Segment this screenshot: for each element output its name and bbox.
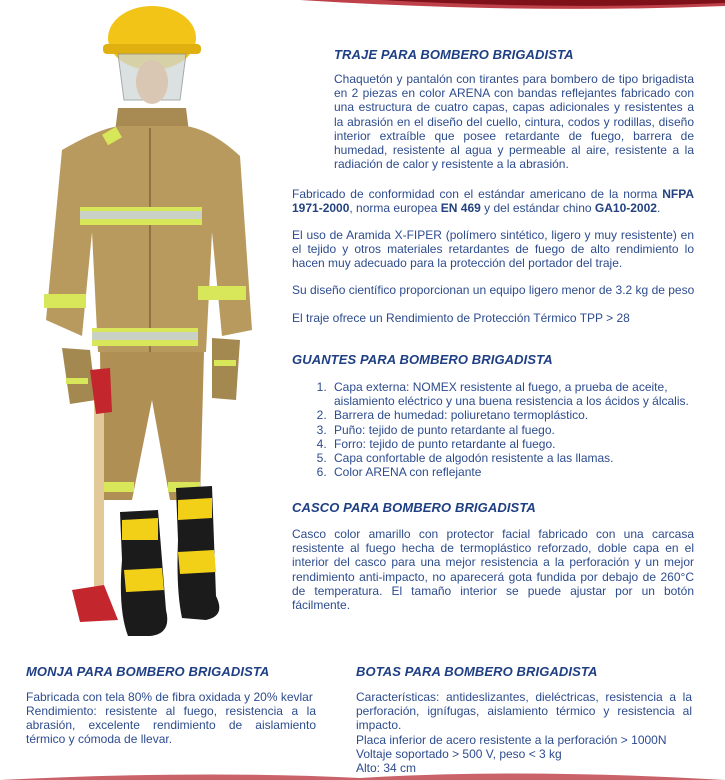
casco-description: Casco color amarillo con protector facial fabricado con una carcasa resistente al fuego hecha de termoplástico reforzado, doble capa en el interior del casco para una mejor resistencia a la perforación y un mejor rendimiento anti-impacto, no aparecerá gota fundida por debajo de 260°C de temperatura. El tamaño interior se puede ajustar por un botón fácilmente. [292,527,694,613]
list-item: 1. Capa externa: NOMEX resistente al fuego, a prueba de aceite, aislamiento eléctrico y una buena resistencia a los ácidos y álcalis. [330,380,725,408]
traje-title: TRAJE PARA BOMBERO BRIGADISTA [334,47,574,62]
traje-description: Chaquetón y pantalón con tirantes para bombero de tipo brigadista en 2 piezas en color ARENA con bandas reflejantes fabricado con una estructura de cuatro capas, capas adicionales y resistentes a la abrasión en el diseño del cuello, cintura, codos y rodillas, diseño interior extraíble que posee retardante de fuego, barrera de humedad, resistente al agua y permeable al aire, resistente a la radiación de calor y resistente a la abrasión. [334,72,694,172]
botas-plate: Placa inferior de acero resistente a la perforación > 1000N [356,733,667,747]
list-item: 3. Puño: tejido de punto retardante al fuego. [330,423,725,437]
traje-weight: Su diseño científico proporcionan un equipo ligero menor de 3.2 kg de peso [292,283,695,297]
botas-voltage: Voltaje soportado > 500 V, peso < 3 kg [356,747,562,761]
helmet-icon [103,6,201,104]
list-item: 2. Barrera de humedad: poliuretano termoplástico. [330,408,725,422]
monja-performance: Rendimiento: resistente al fuego, resistencia a la abrasión, excelente rendimiento de aislamiento térmico y cómoda de llevar. [26,704,316,747]
botas-title: BOTAS PARA BOMBERO BRIGADISTA [356,664,598,679]
firefighter-suit-image [0,0,285,650]
botas-height: Alto: 34 cm [356,761,417,775]
botas-features: Características: antideslizantes, dieléctricas, resistencia a la perforación, ignífugas, aislamiento térmico y resistencia al impacto. [356,690,692,733]
traje-material: El uso de Aramida X-FIPER (polímero sintético, ligero y muy resistente) en el tejido y otros materiales retardantes de fuego de alto rendimiento lo hacen muy adecuado para la protección del portador del traje. [292,228,694,271]
monja-fabric: Fabricada con tela 80% de fibra oxidada y 20% kevlar [26,690,313,704]
list-item: 4. Forro: tejido de punto retardante al fuego. [330,437,725,451]
casco-title: CASCO PARA BOMBERO BRIGADISTA [292,500,536,515]
list-item: 6. Color ARENA con reflejante [330,465,725,479]
traje-standards: Fabricado de conformidad con el estándar americano de la norma NFPA 1971-2000, norma europea EN 469 y del estándar chino GA10-2002. [292,187,694,216]
jacket [44,126,252,352]
list-item: 5. Capa confortable de algodón resistente a las llamas. [330,451,725,465]
guantes-list [292,380,725,479]
bottom-decoration [0,766,725,780]
traje-tpp: El traje ofrece un Rendimiento de Protección Térmico TPP > 28 [292,311,630,325]
boots-icon [120,486,219,636]
monja-title: MONJA PARA BOMBERO BRIGADISTA [26,664,270,679]
guantes-title: GUANTES PARA BOMBERO BRIGADISTA [292,352,553,367]
